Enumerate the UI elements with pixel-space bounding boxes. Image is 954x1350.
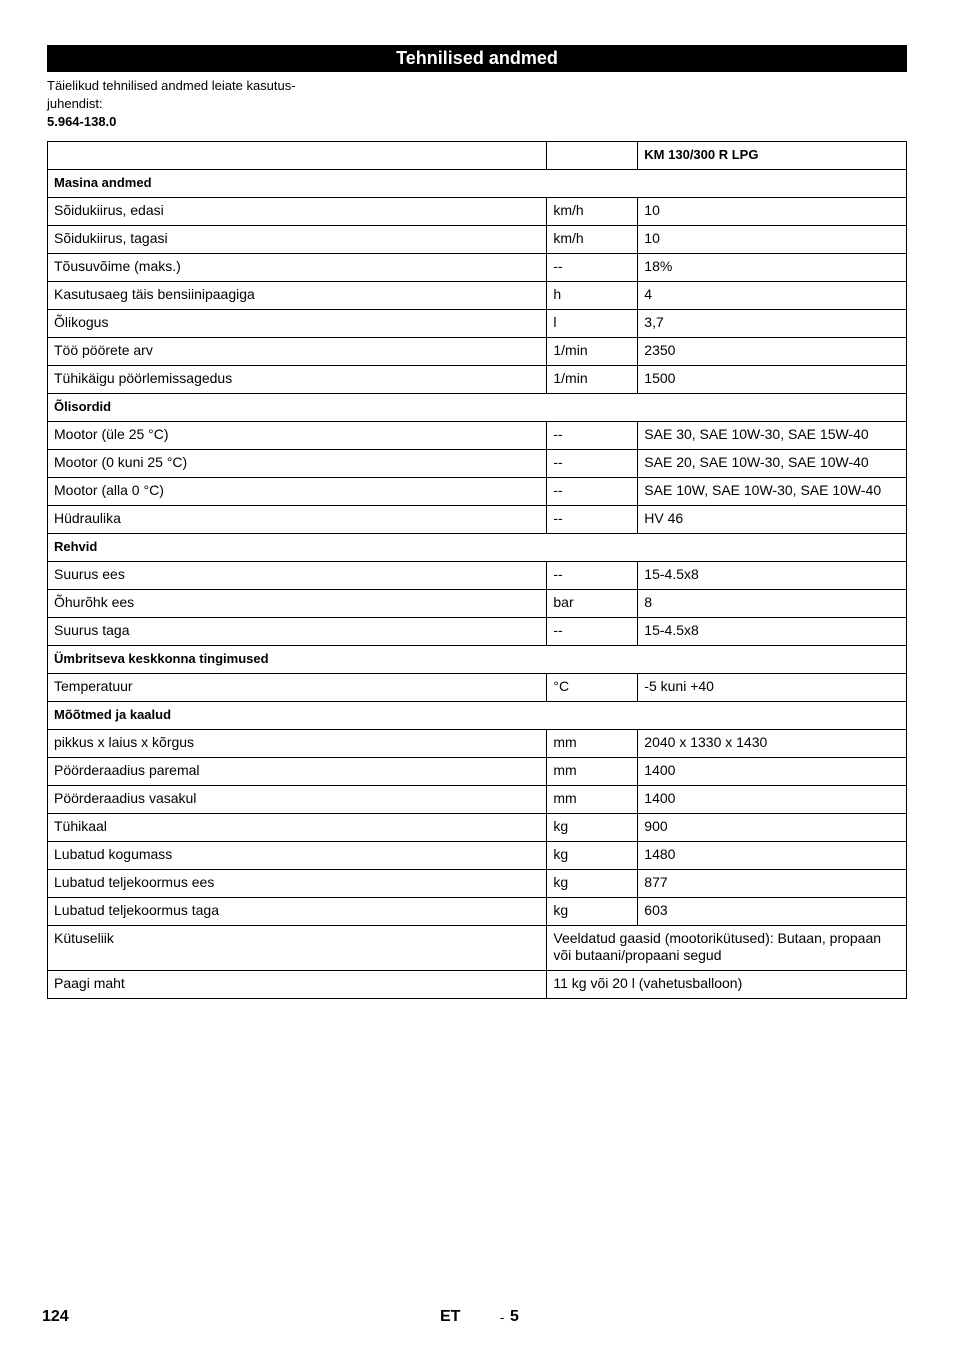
row-label: Hüdraulika (48, 506, 547, 534)
section-header-row (48, 170, 907, 198)
row-value: 1480 (638, 842, 907, 870)
row-label: Sõidukiirus, tagasi (48, 226, 547, 254)
row-value: 603 (638, 898, 907, 926)
row-label: Suurus taga (48, 618, 547, 646)
row-unit: mm (547, 730, 638, 758)
row-unit: mm (547, 758, 638, 786)
section-header-row (48, 702, 907, 730)
fuel-value: Veeldatud gaasid (mootorikütused): Butaan, propaan või butaani/propaani segud (547, 926, 907, 971)
row-value: SAE 20, SAE 10W-30, SAE 10W-40 (638, 450, 907, 478)
header-empty-cell (48, 142, 547, 170)
table-row (48, 674, 907, 702)
row-unit: -- (547, 618, 638, 646)
row-value: 18% (638, 254, 907, 282)
row-unit: l (547, 310, 638, 338)
table-header-row (48, 142, 907, 170)
row-label: Mootor (0 kuni 25 °C) (48, 450, 547, 478)
row-unit: kg (547, 870, 638, 898)
intro-text (47, 77, 347, 131)
row-label: Suurus ees (48, 562, 547, 590)
row-unit: km/h (547, 226, 638, 254)
table-row (48, 422, 907, 450)
technical-data-table (47, 141, 907, 999)
section-title: Ümbritseva keskkonna tingimused (48, 646, 907, 674)
table-row (48, 870, 907, 898)
intro-line-2: juhendist: (47, 96, 103, 111)
row-label: Lubatud teljekoormus taga (48, 898, 547, 926)
row-unit: 1/min (547, 338, 638, 366)
row-unit: kg (547, 814, 638, 842)
table-row (48, 198, 907, 226)
row-label: Sõidukiirus, edasi (48, 198, 547, 226)
section-title: Õlisordid (48, 394, 907, 422)
row-label: Pöörderaadius paremal (48, 758, 547, 786)
row-value: 10 (638, 198, 907, 226)
row-value: 15-4.5x8 (638, 618, 907, 646)
row-unit: bar (547, 590, 638, 618)
table-row (48, 478, 907, 506)
row-unit: -- (547, 422, 638, 450)
row-label: pikkus x laius x kõrgus (48, 730, 547, 758)
row-label: Mootor (üle 25 °C) (48, 422, 547, 450)
row-unit: -- (547, 254, 638, 282)
sub-page-number: 5 (510, 1308, 519, 1325)
row-unit: mm (547, 786, 638, 814)
row-unit: °C (547, 674, 638, 702)
row-label: Õhurõhk ees (48, 590, 547, 618)
row-value: 15-4.5x8 (638, 562, 907, 590)
row-value: 4 (638, 282, 907, 310)
row-unit: -- (547, 478, 638, 506)
row-label: Õlikogus (48, 310, 547, 338)
technical-data-body (48, 142, 907, 999)
row-label: Mootor (alla 0 °C) (48, 478, 547, 506)
page-number: 124 (42, 1308, 69, 1325)
row-value: SAE 30, SAE 10W-30, SAE 15W-40 (638, 422, 907, 450)
row-value: 10 (638, 226, 907, 254)
table-row (48, 786, 907, 814)
table-row (48, 226, 907, 254)
row-unit: -- (547, 450, 638, 478)
row-unit: km/h (547, 198, 638, 226)
row-value: 877 (638, 870, 907, 898)
row-value: -5 kuni +40 (638, 674, 907, 702)
table-row (48, 450, 907, 478)
section-title: Mõõtmed ja kaalud (48, 702, 907, 730)
footer-separator: - (500, 1310, 505, 1325)
row-unit: h (547, 282, 638, 310)
tank-row (48, 971, 907, 999)
table-row (48, 282, 907, 310)
table-row (48, 758, 907, 786)
row-unit: 1/min (547, 366, 638, 394)
section-header-row (48, 394, 907, 422)
row-label: Pöörderaadius vasakul (48, 786, 547, 814)
row-label: Temperatuur (48, 674, 547, 702)
tank-value: 11 kg või 20 l (vahetusballoon) (547, 971, 907, 999)
table-row (48, 254, 907, 282)
table-row (48, 814, 907, 842)
row-label: Töö pöörete arv (48, 338, 547, 366)
row-value: 2350 (638, 338, 907, 366)
row-value: 2040 x 1330 x 1430 (638, 730, 907, 758)
row-unit: kg (547, 842, 638, 870)
tank-label: Paagi maht (48, 971, 547, 999)
table-row (48, 618, 907, 646)
row-label: Tühikäigu pöörlemissagedus (48, 366, 547, 394)
row-value: 3,7 (638, 310, 907, 338)
row-label: Kasutusaeg täis bensiinipaagiga (48, 282, 547, 310)
row-label: Lubatud teljekoormus ees (48, 870, 547, 898)
row-value: HV 46 (638, 506, 907, 534)
row-label: Tõusuvõime (maks.) (48, 254, 547, 282)
model-name: KM 130/300 R LPG (638, 142, 907, 170)
language-code: ET (440, 1308, 461, 1325)
row-value: 1400 (638, 758, 907, 786)
table-row (48, 310, 907, 338)
section-title: Masina andmed (48, 170, 907, 198)
row-value: 1500 (638, 366, 907, 394)
row-label: Lubatud kogumass (48, 842, 547, 870)
intro-line-1: Täielikud tehnilised andmed leiate kasutus- (47, 78, 296, 93)
fuel-label: Kütuseliik (48, 926, 547, 971)
table-row (48, 338, 907, 366)
section-header-row (48, 534, 907, 562)
table-row (48, 506, 907, 534)
page-title: Tehnilised andmed (47, 45, 907, 72)
row-unit: -- (547, 562, 638, 590)
table-row (48, 898, 907, 926)
table-row (48, 842, 907, 870)
fuel-row (48, 926, 907, 971)
row-unit: kg (547, 898, 638, 926)
table-row (48, 366, 907, 394)
row-value: 8 (638, 590, 907, 618)
table-row (48, 562, 907, 590)
table-row (48, 730, 907, 758)
row-label: Tühikaal (48, 814, 547, 842)
row-value: 900 (638, 814, 907, 842)
row-unit: -- (547, 506, 638, 534)
section-title: Rehvid (48, 534, 907, 562)
section-header-row (48, 646, 907, 674)
row-value: 1400 (638, 786, 907, 814)
row-value: SAE 10W, SAE 10W-30, SAE 10W-40 (638, 478, 907, 506)
document-number: 5.964-138.0 (47, 114, 117, 129)
table-row (48, 590, 907, 618)
header-unit-cell (547, 142, 638, 170)
